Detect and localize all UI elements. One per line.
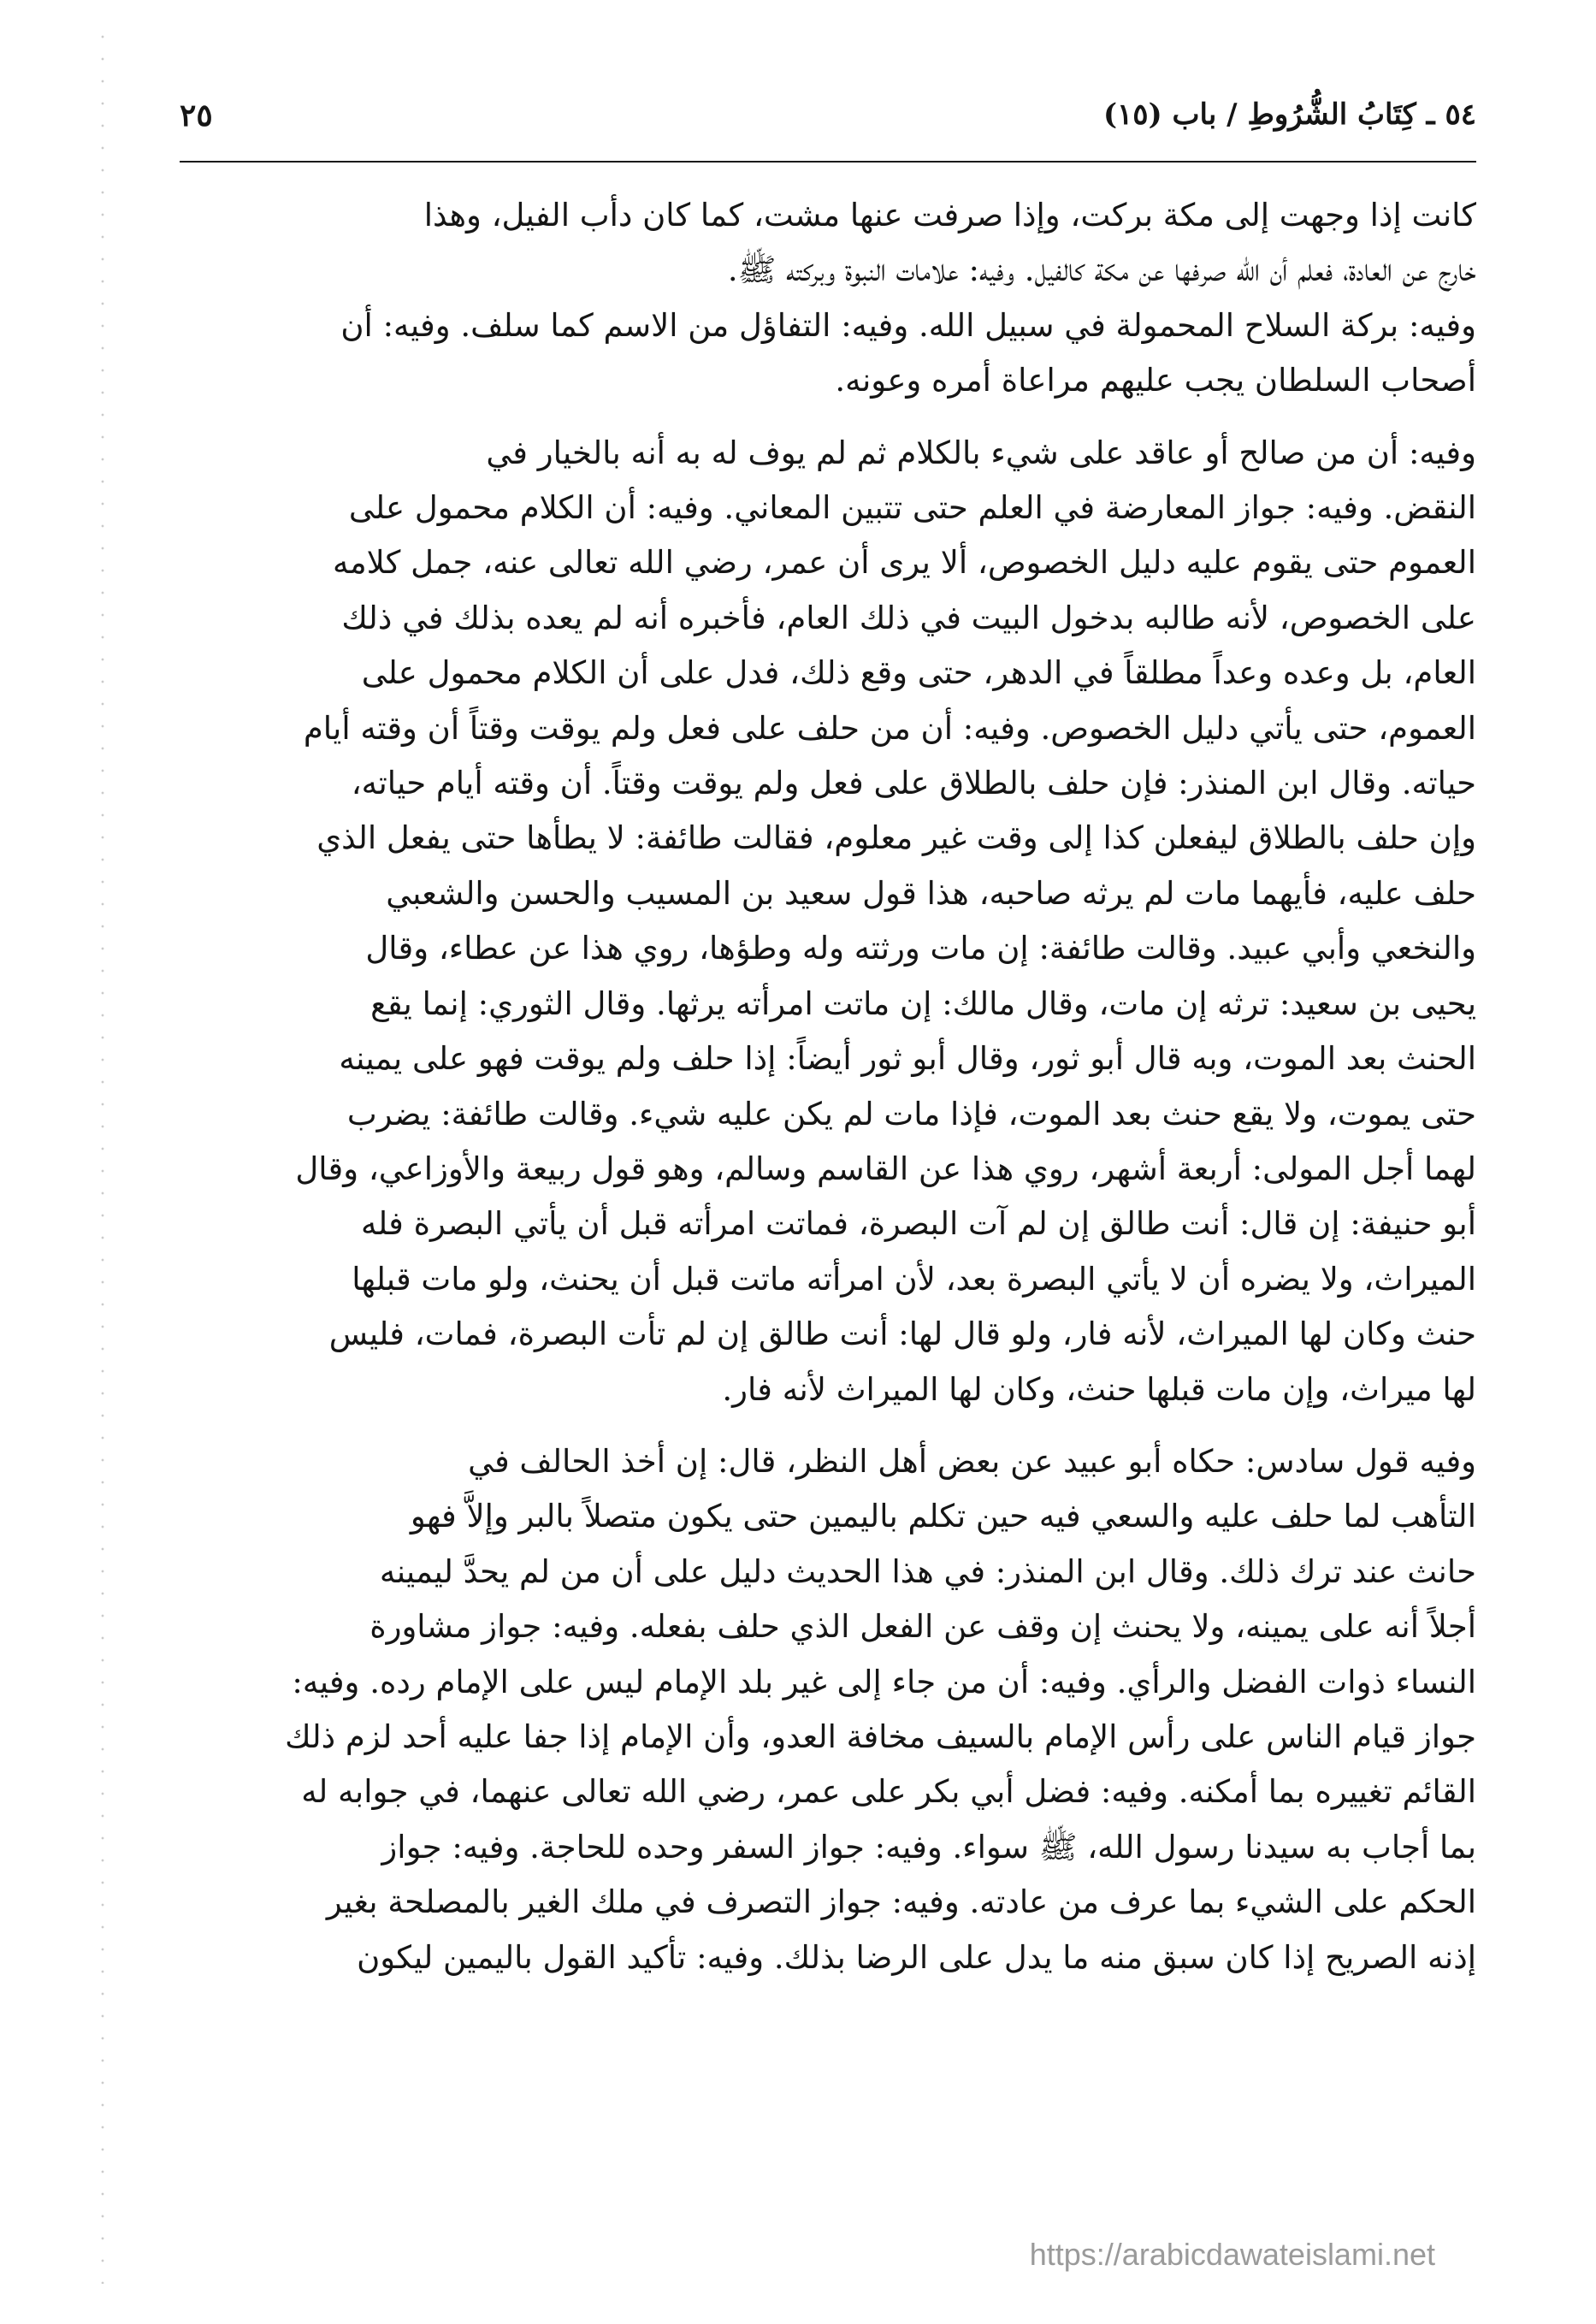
paragraph	[180, 1434, 1476, 1985]
text-line: خارج عن العادة، فعلم أن الله صرفها عن مكة كالفيل. وفيه: علامات النبوة وبركته ﷺ.	[727, 251, 1476, 289]
text-line: التأهب لما حلف عليه والسعي فيه حين تكلم باليمين حتى يكون متصلاً بالبر وإلاَّ فهو	[410, 1498, 1476, 1535]
text-line: لها ميراث، وإن مات قبلها حنث، وكان لها الميراث لأنه فار.	[722, 1370, 1476, 1408]
text-line: كانت إذا وجهت إلى مكة بركت، وإذا صرفت عنها مشت، كما كان دأب الفيل، وهذا	[423, 197, 1476, 234]
text-line: يحيى بن سعيد: ترثه إن مات، وقال مالك: إن ماتت امرأته يرثها. وقال الثوري: إنما يقع	[370, 985, 1476, 1022]
text-line: العموم، حتى يأتي دليل الخصوص. وفيه: أن من حلف على فعل ولم يوقت وقتاً أن وقته أيام	[303, 709, 1476, 747]
text-line: وفيه قول سادس: حكاه أبو عبيد عن بعض أهل النظر، قال: إن أخذ الحالف في	[468, 1442, 1476, 1480]
text-line: على الخصوص، لأنه طالبه بدخول البيت في ذلك العام، فأخبره أنه لم يعده بذلك في ذلك	[341, 599, 1476, 636]
text-line: حياته. وقال ابن المنذر: فإن حلف بالطلاق على فعل ولم يوقت وقتاً. أن وقته أيام حياته،	[351, 765, 1476, 802]
text-line: وإن حلف بالطلاق ليفعلن كذا إلى وقت غير معلوم، فقالت طائفة: لا يطأها حتى يفعل الذي	[316, 819, 1476, 857]
text-line: النقض. وفيه: جواز المعارضة في العلم حتى تتبين المعاني. وفيه: أن الكلام محمول على	[348, 489, 1476, 527]
paragraph	[180, 188, 1476, 409]
text-line: حلف عليه، فأيهما مات لم يرثه صاحبه، هذا قول سعيد بن المسيب والحسن والشعبي	[386, 874, 1476, 912]
text-line: أصحاب السلطان يجب عليهم مراعاة أمره وعونه.	[835, 362, 1476, 399]
paragraph	[180, 426, 1476, 1417]
text-line: لهما أجل المولى: أربعة أشهر، روي هذا عن القاسم وسالم، وهو قول ربيعة والأوزاعي، وقال	[295, 1150, 1476, 1187]
text-line: حانث عند ترك ذلك. وقال ابن المنذر: في هذا الحديث دليل على أن من لم يحدَّ ليمينه	[379, 1552, 1476, 1590]
text-line: إذنه الصريح إذا كان سبق منه ما يدل على الرضا بذلك. وفيه: تأكيد القول باليمين ليكون	[357, 1938, 1476, 1976]
page-header	[180, 92, 1476, 163]
text-line: العام، بل وعده وعداً مطلقاً في الدهر، حتى وقع ذلك، فدل على أن الكلام محمول على	[361, 654, 1476, 692]
text-line: حتى يموت، ولا يقع حنث بعد الموت، فإذا مات لم يكن عليه شيء. وقالت طائفة: يضرب	[346, 1095, 1476, 1132]
text-line: القائم تغييره بما أمكنه. وفيه: فضل أبي بكر على عمر، رضي الله تعالى عنهما، في جوابه له	[301, 1773, 1476, 1811]
source-watermark: https://arabicdawateislami.net	[1029, 2237, 1435, 2272]
text-line: الحكم على الشيء بما عرف من عادته. وفيه: جواز التصرف في ملك الغير بالمصلحة بغير	[326, 1883, 1476, 1921]
text-line: بما أجاب به سيدنا رسول الله، ﷺ سواء. وفيه: جواز السفر وحده للحاجة. وفيه: جواز	[381, 1828, 1476, 1866]
text-line: جواز قيام الناس على رأس الإمام بالسيف مخافة العدو، وأن الإمام إذا جفا عليه أحد لزم ذلك	[285, 1718, 1476, 1755]
margin-dotted-rule	[101, 26, 104, 2284]
page-number: ٢٥	[180, 98, 213, 133]
running-title: ٥٤ ـ كِتَابُ الشُّرُوطِ / باب (١٥)	[1102, 98, 1476, 132]
body-text	[180, 188, 1476, 1985]
text-line: أجلاً أنه على يمينه، ولا يحنث إن وقف عن الفعل الذي حلف بفعله. وفيه: جواز مشاورة	[369, 1608, 1476, 1646]
text-line: العموم حتى يقوم عليه دليل الخصوص، ألا يرى أن عمر، رضي الله تعالى عنه، جمل كلامه	[332, 544, 1476, 582]
text-line: وفيه: أن من صالح أو عاقد على شيء بالكلام ثم لم يوف له به أنه بالخيار في	[486, 434, 1476, 471]
text-line: النساء ذوات الفضل والرأي. وفيه: أن من جاء إلى غير بلد الإمام ليس على الإمام رده. وفيه:	[292, 1663, 1476, 1700]
text-line: أبو حنيفة: إن قال: أنت طالق إن لم آت البصرة، فماتت امرأته قبل أن يأتي البصرة فله	[361, 1205, 1476, 1243]
text-line: الميراث، ولا يضره أن لا يأتي البصرة بعد، لأن امرأته ماتت قبل أن يحنث، ولو مات قبلها	[352, 1260, 1476, 1298]
text-line: وفيه: بركة السلاح المحمولة في سبيل الله. وفيه: التفاؤل من الاسم كما سلف. وفيه: أن	[340, 306, 1476, 344]
text-line: الحنث بعد الموت، وبه قال أبو ثور، وقال أبو ثور أيضاً: إذا حلف ولم يوقت فهو على يمينه	[339, 1040, 1476, 1078]
text-line: حنث وكان لها الميراث، لأنه فار، ولو قال لها: أنت طالق إن لم تأت البصرة، فمات، فليس	[328, 1316, 1476, 1353]
text-line: والنخعي وأبي عبيد. وقالت طائفة: إن مات ورثته وله وطؤها، روي هذا عن عطاء، وقال	[365, 930, 1476, 967]
